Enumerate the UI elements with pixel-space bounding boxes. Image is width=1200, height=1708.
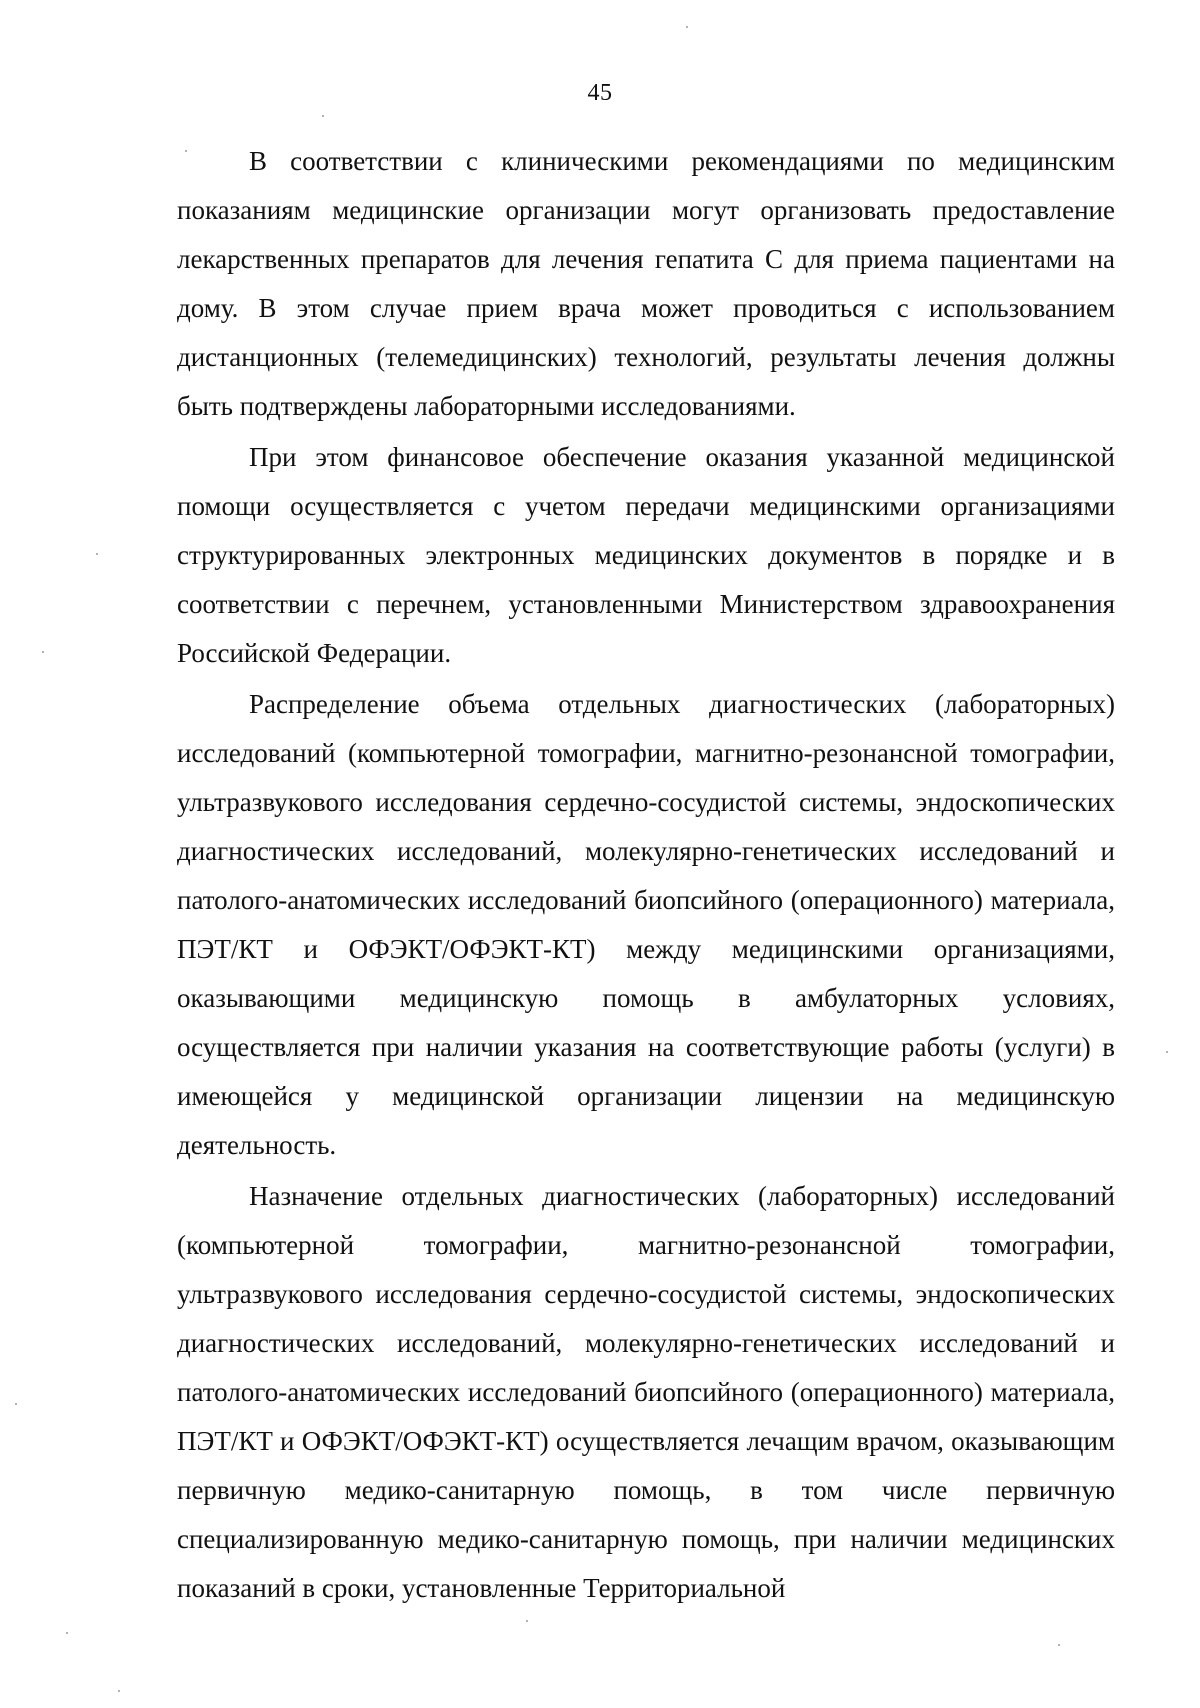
scan-speck <box>96 553 98 555</box>
paragraph-financial-support: При этом финансовое обеспечение оказания указанной медицинской помощи осуществляется с учетом передачи медицинскими организациями структурированных электронных медицинских документов в порядке и в соответствии с перечнем, установленными Министерством здравоохранения Российской Федерации. <box>177 442 1115 668</box>
scan-speck <box>1166 1051 1168 1053</box>
page-number: 45 <box>587 80 613 106</box>
paragraph-hepatitis-c-treatment: В соответствии с клиническими рекомендациями по медицинским показаниям медицинские организации могут организовать предоставление лекарственных препаратов для лечения гепатита С для приема пациентами на дому. В этом случае прием врача может проводиться с использованием дистанционных (телемедицинских) технологий, результаты лечения должны быть подтверждены лабораторными исследованиями. <box>177 146 1115 421</box>
scan-speck <box>686 26 688 28</box>
scan-speck <box>322 115 324 117</box>
scan-speck <box>66 1632 68 1634</box>
scan-speck <box>42 651 44 653</box>
scan-speck <box>1058 1644 1060 1646</box>
scan-speck <box>526 1620 528 1622</box>
paragraph-diagnostic-distribution: Распределение объема отдельных диагностических (лабораторных) исследований (компьютерной томографии, магнитно-резонансной томографии, ультразвукового исследования сердечно-сосудистой системы, эндоскопических диагностических исследований, молекулярно-генетических исследований и патолого-анатомических исследований биопсийного (операционного) материала, ПЭТ/КТ и ОФЭКТ/ОФЭКТ-КТ) между медицинскими организациями, оказывающими медицинскую помощь в амбулаторных условиях, осуществляется при наличии указания на соответствующие работы (услуги) в имеющейся у медицинской организации лицензии на медицинскую деятельность. <box>177 689 1115 1160</box>
body-text <box>177 137 1115 1615</box>
scan-speck <box>118 1690 120 1692</box>
paragraph-diagnostic-appointment: Назначение отдельных диагностических (лабораторных) исследований (компьютерной томографии, магнитно-резонансной томографии, ультразвукового исследования сердечно-сосудистой системы, эндоскопических диагностических исследований, молекулярно-генетических исследований и патолого-анатомических исследований биопсийного (операционного) материала, ПЭТ/КТ и ОФЭКТ/ОФЭКТ-КТ) осуществляется лечащим врачом, оказывающим первичную медико-санитарную помощь, в том числе первичную специализированную медико-санитарную помощь, при наличии медицинских показаний в сроки, установленные Территориальной <box>177 1181 1115 1603</box>
scan-speck <box>15 1403 17 1405</box>
scan-speck <box>185 150 187 152</box>
